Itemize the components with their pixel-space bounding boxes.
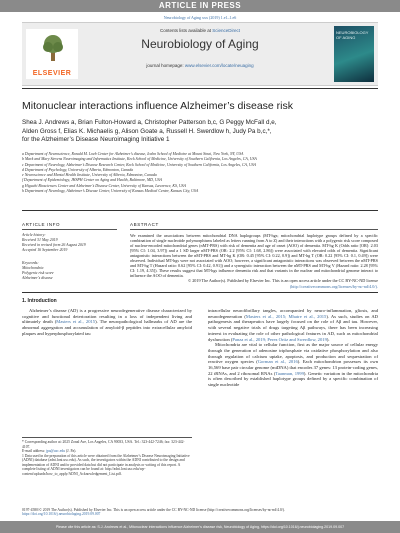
author-line[interactable]: Alden Gross f, Elias K. Michaelis g, Alison Goate a, Russell H. Swerdlow h, Judy Pa b,c,*, <box>22 127 272 135</box>
article-info-rule <box>22 229 117 230</box>
keyword: Mitochondria <box>22 265 44 270</box>
journal-homepage-line <box>22 63 378 68</box>
author-list <box>22 119 378 145</box>
article-info-panel <box>22 222 117 281</box>
affiliation: e Neuroscience and Mental Health Institute, University of Alberta, Edmonton, Canada <box>22 173 157 178</box>
contents-prefix: Contents lists available at <box>159 28 211 33</box>
abstract-copyright <box>130 278 378 288</box>
email-label: E-mail address: <box>22 449 46 453</box>
paragraph: intracellular neurofibrillary tangles, accompanied by neuro-inflammation, gliosis, and neurodegeneration (Masters et al., 2015; Mhatre et al., 2015). As such, studies on AD pathogenesis and therapeutics have largely focused on the role of Aβ and tau. However, with several negative trials of drugs targeting Aβ pathways, there has been increasing interest in evaluating the role of other pathological features in AD, such as mitochondrial dysfunction (Panza et al., 2019; Perez Ortiz and Swerdlow, 2019). <box>208 308 378 342</box>
homepage-link[interactable]: www.elsevier.com/locate/neuaging <box>184 63 254 68</box>
body-divider <box>22 292 378 293</box>
keyword: Alzheimer’s disease <box>22 275 53 280</box>
paragraph: Alzheimer’s disease (AD) is a progressive neurodegenerative disease characterized by cognitive and functional deterioration resulting in a loss of independent living and ultimately death (Masters et al., 2015). The neuropathological hallmarks of AD are the abnormal aggregation and accumulation of amyloid-β peptides into extracellular amyloid plaques and hyperphosphorylated tau <box>22 308 192 336</box>
cover-title: NEUROBIOLOGY OF AGING <box>336 30 369 40</box>
abstract-text <box>130 233 378 289</box>
issn-line: 0197-4580/© 2019 The Author(s). Published by Elsevier Inc. This is an open access article under the CC BY-NC-ND license (http://creativecommons.org/licenses/by-nc-nd/4.0/). <box>22 508 285 512</box>
header-divider <box>22 88 378 89</box>
affiliations-divider <box>22 210 378 211</box>
article-in-press-banner: ARTICLE IN PRESS <box>0 0 400 12</box>
email-link[interactable]: jpa@usc.edu <box>45 449 66 453</box>
affiliation: b Mark and Mary Stevens Neuroimaging and Informatics Institute, Keck School of Medicine, University of Southern California, Los Angeles, CA, USA <box>22 157 257 162</box>
keywords-label: Keywords: <box>22 260 39 265</box>
author-line[interactable]: for the Alzheimer’s Disease Neuroimaging Initiative 1 <box>22 136 170 143</box>
article-info-heading: ARTICLE INFO <box>22 222 61 227</box>
reference-link[interactable]: Gorman et al., 2016 <box>257 359 298 365</box>
email-suffix: (J. Pa). <box>65 449 77 453</box>
affiliation: d Department of Psychology, University of Alberta, Edmonton, Canada <box>22 167 134 172</box>
homepage-prefix: journal homepage: <box>146 63 184 68</box>
affiliation: a Department of Neuroscience, Ronald M. Loeb Center for Alzheimer’s disease, Icahn School of Medicine at Mount Sinai, New York, NY, USA <box>22 152 244 156</box>
reference-link[interactable]: Panza et al., 2019; Perez Ortiz and Swerdlow, 2019 <box>232 336 327 342</box>
abstract-heading: ABSTRACT <box>130 222 159 227</box>
accepted-date: Accepted 16 September 2019 <box>22 247 68 252</box>
bottom-metadata <box>22 508 378 517</box>
affiliation: h Department of Neurology, Alzheimer’s Disease Center, University of Kansas Medical Center, Kansas City, USA <box>22 189 199 194</box>
reference-link[interactable]: Masters et al., 2015; Mhatre et al., 2015 <box>245 313 327 319</box>
journal-header <box>22 22 378 86</box>
sciencedirect-link[interactable]: ScienceDirect <box>212 28 241 33</box>
journal-title: Neurobiology of Aging <box>141 37 259 51</box>
keyword: Polygenic risk score <box>22 270 54 275</box>
journal-cover-image <box>334 26 374 82</box>
paragraph: Mitochondria are vital to cellular function, first as the major source of cellular energy through the generation of adenosine triphosphate via oxidative phosphorylation and also through regulation of calcium uptake, apoptosis, and production and sequestration of reactive oxygen species (Gorman et al., 2016). Each mitochondrion possesses its own 16,569 base pair circular genome (mtDNA) that encodes 37 genes: 13 protein-coding genes, 22 tRNAs, and 2 ribosomal RNAs (Taanman, 1999). Genetic variation in the mitochondria is often described by established haplotype groups defined by a specific combination of single nucleotide <box>208 342 378 388</box>
contents-line <box>22 28 378 33</box>
corresponding-author-note: * Corresponding author at: 2025 Zonal Ave, Los Angeles, CA 90033, USA. Tel.: 323-442-7246; fax: 323-442-4107. <box>22 440 185 449</box>
doi-link[interactable]: https://doi.org/10.1016/j.neurobiolaging.2019.09.007 <box>22 512 101 517</box>
affiliations <box>22 152 378 194</box>
left-column <box>22 308 192 337</box>
history-label: Article history: <box>22 232 46 237</box>
reference-link[interactable]: Taanman, 1999 <box>275 370 304 376</box>
right-column <box>208 308 378 388</box>
license-link[interactable]: (http://creativecommons.org/licenses/by-nc-nd/4.0/). <box>289 283 378 289</box>
footnotes <box>22 437 192 476</box>
article-history <box>22 233 117 281</box>
revised-date: Received in revised form 26 August 2019 <box>22 242 86 247</box>
journal-citation[interactable]: Neurobiology of Aging xxx (2019) 1.e1–1.e6 <box>163 15 237 20</box>
abstract-body: We examined the associations between mitochondrial DNA haplogroups (MT-hgs; mitochondrial haplotype groups defined by a specific combination of single nucleotide polymorphisms labeled as letters running from A to Z) and their interactions with a polygenic risk score composed of nuclear-encoded mitochondrial genes (nMT-PRS) with risk of dementia and age of onset (AOO) of dementia. MT-hg K (Odds ratio [OR]: 2.03 [95% CI: 1.04, 3.97]) and a 1 SD larger nMT-PRS (OR: 2.2 [95% CI: 1.68, 2.86]) were associated with elevated odds of dementia. Significant antagonistic interactions between the nMT-PRS and MT-hg K (OR: 0.45 [95% CI: 0.22, 0.9]) and MT-hg T (OR: 0.22 [95% CI: 0.1, 0.49]) were observed. Individual MT-hgs were not associated with AOO; however, a significant antagonistic interactions was observed between the nMT-PRS and MT-hg T (Hazard ratio: 0.62 [95% CI: 0.42, 0.91]) and a synergistic interaction between the nMT-PRS and MT-hg V (Hazard ratio: 2.28 [95% CI: 1.19, 4.35]). These results suggest that MT-hgs influence dementia risk and that variants in the nuclear and mitochondrial genome interact to influence the AOO of dementia. <box>130 232 378 279</box>
publisher-name: ELSEVIER <box>32 70 72 77</box>
abstract-rule <box>130 229 378 230</box>
affiliation: g Higuchi Biosciences Center and Alzheimer’s Disease Center, University of Kansas, Lawrence, KS, USA <box>22 183 186 188</box>
article-title: Mitonuclear interactions influence Alzheimer’s disease risk <box>22 100 293 112</box>
abstract-panel <box>130 222 378 289</box>
section-heading-introduction: 1. Introduction <box>22 298 57 304</box>
author-line[interactable]: Shea J. Andrews a, Brian Fulton-Howard a, Christopher Patterson b,c, G Peggy McFall d,e, <box>22 119 277 126</box>
reference-link[interactable]: Masters et al., 2015 <box>56 319 96 325</box>
citation-footer: Please cite this article as: S.J. Andrews et al., Mitonuclear interactions influence Alzheimer’s disease risk, Neurobiology of Aging, https://doi.org/10.1016/j.neurobiolaging.2019.09.007 <box>0 521 400 533</box>
affiliation: c Department of Neurology, Alzheimer’s Disease Research Center, Keck School of Medicine, University of Southern California, Los Angeles, CA, USA <box>22 162 257 167</box>
data-note: 1 Data used in the preparation of this article were obtained from the Alzheimer’s Disease Neuroimaging Initiative (ADNI) database (adni.loni.usc.edu). As such, the investigators within the ADNI contributed to the design and implementation of ADNI and/or provided data but did not participate in analysis or writing of this report. A complete listing of ADNI investigators can be found at: http://adni.loni.usc.edu/wp-content/uploads/how_to_apply/ADNI_Acknowledgement_List.pdf. <box>22 453 190 476</box>
received-date: Received 31 May 2019 <box>22 237 58 242</box>
copyright-text: © 2019 The Author(s). Published by Elsevier Inc. This is an open access article under the CC BY-NC-ND license <box>187 278 378 284</box>
affiliation: f Department of Epidemiology, JHSPH Center on Aging and Health, Baltimore, MD, USA <box>22 178 163 183</box>
